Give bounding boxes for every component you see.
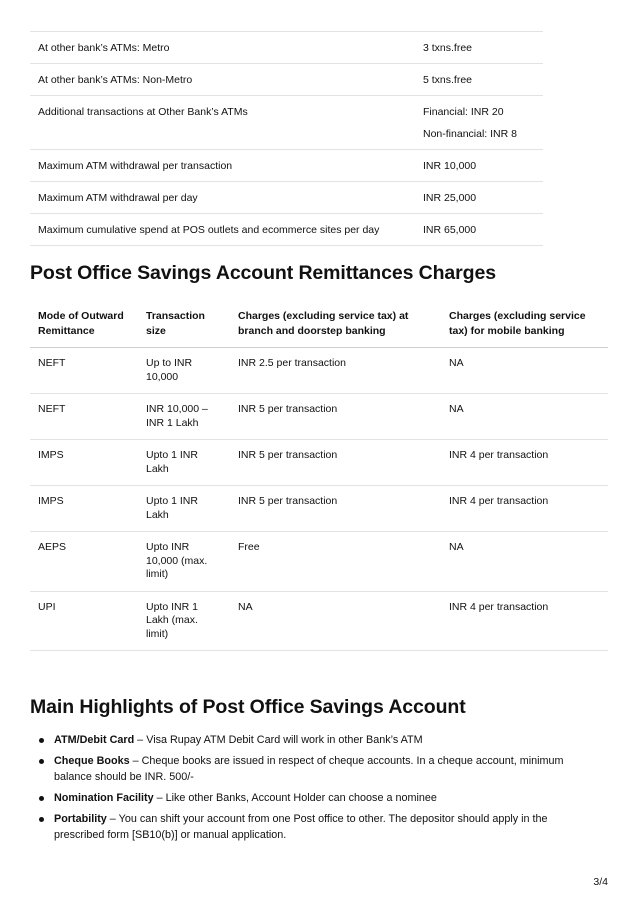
item-text: – You can shift your account from one Post office to other. The depositor should apply in the prescribed form [SB10(b)] or manual application.	[54, 813, 548, 841]
cell-mobile-charge: NA	[441, 348, 608, 394]
atm-limits-table	[30, 31, 543, 246]
column-header-branch-charges: Charges (excluding service tax) at branch and doorstep banking	[230, 300, 441, 348]
row-label: At other bank’s ATMs: Metro	[38, 42, 170, 54]
cell-size: Up to INR 10,000	[138, 348, 230, 394]
list-item	[30, 753, 590, 785]
row-value: INR 10,000	[423, 160, 477, 172]
table-row	[30, 214, 543, 246]
table-row	[30, 532, 608, 592]
highlights-list	[30, 732, 590, 848]
cell-mode: AEPS	[30, 532, 138, 592]
cell-mode: NEFT	[30, 348, 138, 394]
cell-branch-charge: INR 5 per transaction	[230, 486, 441, 532]
row-value: INR 65,000	[423, 224, 477, 236]
cell-size: Upto 1 INR Lakh	[138, 486, 230, 532]
table-row	[30, 486, 608, 532]
bullet-icon	[39, 796, 44, 801]
table-row	[30, 440, 608, 486]
table-row	[30, 182, 543, 214]
item-title: ATM/Debit Card	[54, 734, 135, 746]
item-text: – Visa Rupay ATM Debit Card will work in other Bank’s ATM	[134, 734, 423, 746]
cell-mode: IMPS	[30, 486, 138, 532]
row-label: Maximum cumulative spend at POS outlets and ecommerce sites per day	[38, 224, 380, 236]
cell-mode: NEFT	[30, 394, 138, 440]
cell-mobile-charge: INR 4 per transaction	[441, 591, 608, 651]
item-title: Portability	[54, 813, 107, 825]
column-header-mode: Mode of Outward Remittance	[30, 300, 138, 348]
table-header-row	[30, 300, 608, 348]
cell-branch-charge: NA	[230, 591, 441, 651]
bullet-icon	[39, 817, 44, 822]
row-value: Financial: INR 20	[423, 106, 504, 118]
row-value-cell	[415, 96, 543, 150]
section-heading-remittance-charges: Post Office Savings Account Remittances Charges	[30, 262, 496, 284]
cell-branch-charge: Free	[230, 532, 441, 592]
cell-mode: UPI	[30, 591, 138, 651]
table-row	[30, 32, 543, 64]
row-value: INR 25,000	[423, 192, 477, 204]
table-row	[30, 64, 543, 96]
table-row	[30, 150, 543, 182]
cell-size: INR 10,000 – INR 1 Lakh	[138, 394, 230, 440]
bullet-icon	[39, 759, 44, 764]
table-row	[30, 394, 608, 440]
cell-branch-charge: INR 2.5 per transaction	[230, 348, 441, 394]
cell-mobile-charge: INR 4 per transaction	[441, 440, 608, 486]
list-item	[30, 732, 590, 748]
column-header-mobile-charges: Charges (excluding service tax) for mobile banking	[441, 300, 608, 348]
cell-size: Upto 1 INR Lakh	[138, 440, 230, 486]
cell-mobile-charge: NA	[441, 394, 608, 440]
cell-mobile-charge: INR 4 per transaction	[441, 486, 608, 532]
row-label: At other bank’s ATMs: Non-Metro	[38, 74, 193, 86]
table-row	[30, 96, 543, 150]
cell-branch-charge: INR 5 per transaction	[230, 440, 441, 486]
row-label: Additional transactions at Other Bank’s ATMs	[38, 106, 248, 118]
column-header-size: Transaction size	[138, 300, 230, 348]
row-label: Maximum ATM withdrawal per transaction	[38, 160, 233, 172]
list-item	[30, 811, 590, 843]
item-title: Cheque Books	[54, 755, 130, 767]
cell-mobile-charge: NA	[441, 532, 608, 592]
item-title: Nomination Facility	[54, 792, 154, 804]
table-row	[30, 591, 608, 651]
section-heading-highlights: Main Highlights of Post Office Savings Account	[30, 696, 466, 718]
item-text: – Like other Banks, Account Holder can choose a nominee	[153, 792, 437, 804]
item-text: – Cheque books are issued in respect of cheque accounts. In a cheque account, minimum balance should be INR. 500/-	[54, 755, 564, 783]
cell-branch-charge: INR 5 per transaction	[230, 394, 441, 440]
table-row	[30, 348, 608, 394]
cell-size: Upto INR 10,000 (max. limit)	[138, 532, 230, 592]
row-value: 3 txns.free	[423, 42, 473, 54]
row-value-secondary: Non-financial: INR 8	[423, 128, 517, 140]
cell-size: Upto INR 1 Lakh (max. limit)	[138, 591, 230, 651]
list-item	[30, 790, 590, 806]
remittance-charges-table	[30, 300, 608, 651]
page-number: 3/4	[593, 876, 608, 888]
cell-mode: IMPS	[30, 440, 138, 486]
bullet-icon	[39, 738, 44, 743]
row-label: Maximum ATM withdrawal per day	[38, 192, 198, 204]
row-value: 5 txns.free	[423, 74, 473, 86]
